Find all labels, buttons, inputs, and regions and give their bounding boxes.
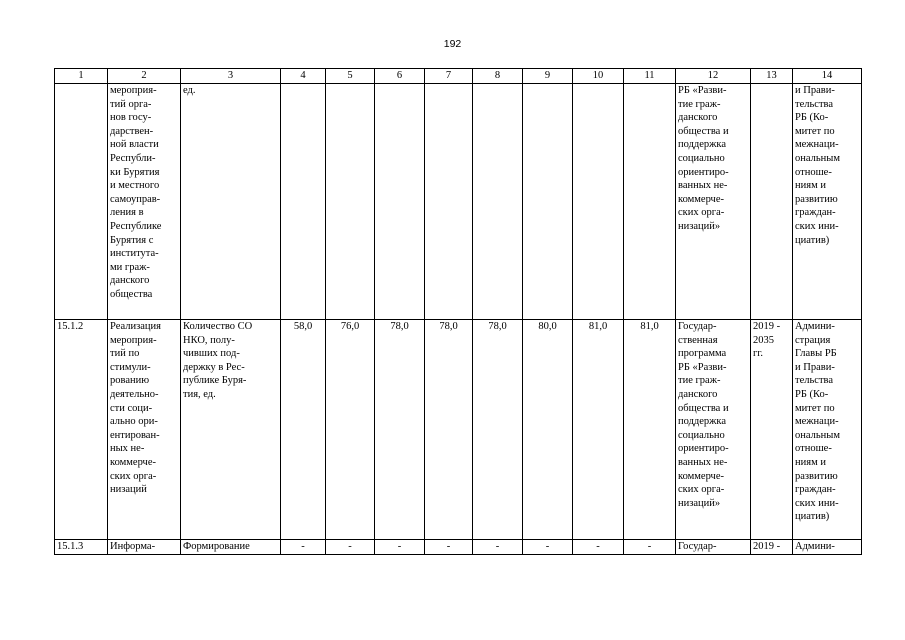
- column-header: 14: [793, 69, 862, 84]
- cell-value: [523, 84, 573, 320]
- cell-indicator: ед.: [181, 84, 281, 320]
- program-table: [54, 68, 862, 555]
- cell-value: [425, 84, 473, 320]
- cell-activity: Информа-: [108, 540, 181, 555]
- column-header: 13: [751, 69, 793, 84]
- cell-value: -: [523, 540, 573, 555]
- cell-activity: Реализация мероприя- тий по стимули- рованию деятельно- сти соци- ально ори- ентирован- ных не- коммерче- ских орга- низаций: [108, 320, 181, 540]
- cell-value: [473, 84, 523, 320]
- header-row: [55, 69, 862, 84]
- cell-indicator: Формирование: [181, 540, 281, 555]
- page-number: 192: [443, 38, 462, 50]
- column-header: 2: [108, 69, 181, 84]
- cell-value: 78,0: [375, 320, 425, 540]
- cell-program: Государ-: [676, 540, 751, 555]
- cell-value: 78,0: [473, 320, 523, 540]
- cell-value: 78,0: [425, 320, 473, 540]
- cell-value: -: [573, 540, 624, 555]
- column-header: 12: [676, 69, 751, 84]
- cell-responsible: Админи-: [793, 540, 862, 555]
- cell-value: -: [425, 540, 473, 555]
- cell-period: 2019 -: [751, 540, 793, 555]
- table-row: [55, 84, 862, 320]
- cell-value: 76,0: [326, 320, 375, 540]
- cell-activity: мероприя- тий орга- нов госу- дарствен- ной власти Республи- ки Бурятия и местного самоуправ- ления в Республике Бурятия с института- ми граж- данского общества: [108, 84, 181, 320]
- cell-value: -: [473, 540, 523, 555]
- column-header: 10: [573, 69, 624, 84]
- cell-responsible: и Прави- тельства РБ (Ко- митет по межнаци- ональным отноше- ниям и развитию граждан- ских ини- циатив): [793, 84, 862, 320]
- cell-program: РБ «Разви- тие граж- данского общества и поддержка социально ориентиро- ванных не- коммерче- ских орга- низаций»: [676, 84, 751, 320]
- table-row: [55, 320, 862, 540]
- cell-indicator: Количество СО НКО, полу- чивших под- держку в Рес- публике Буря- тия, ед.: [181, 320, 281, 540]
- cell-value: 81,0: [573, 320, 624, 540]
- cell-value: [573, 84, 624, 320]
- column-header: 6: [375, 69, 425, 84]
- cell-value: [326, 84, 375, 320]
- cell-value: 80,0: [523, 320, 573, 540]
- table-row: [55, 540, 862, 555]
- cell-value: 81,0: [624, 320, 676, 540]
- cell-value: -: [326, 540, 375, 555]
- cell-period: 2019 - 2035 гг.: [751, 320, 793, 540]
- cell-value: -: [375, 540, 425, 555]
- column-header: 7: [425, 69, 473, 84]
- cell-responsible: Админи- страция Главы РБ и Прави- тельства РБ (Ко- митет по межнаци- ональным отноше- ниям и развитию граждан- ских ини- циатив): [793, 320, 862, 540]
- cell-code: 15.1.3: [55, 540, 108, 555]
- cell-code: 15.1.2: [55, 320, 108, 540]
- column-header: 1: [55, 69, 108, 84]
- column-header: 4: [281, 69, 326, 84]
- cell-value: 58,0: [281, 320, 326, 540]
- cell-value: [281, 84, 326, 320]
- column-header: 5: [326, 69, 375, 84]
- cell-value: [624, 84, 676, 320]
- column-header: 8: [473, 69, 523, 84]
- cell-value: [375, 84, 425, 320]
- cell-value: -: [624, 540, 676, 555]
- column-header: 3: [181, 69, 281, 84]
- cell-period: [751, 84, 793, 320]
- cell-value: -: [281, 540, 326, 555]
- column-header: 9: [523, 69, 573, 84]
- cell-code: [55, 84, 108, 320]
- cell-program: Государ- ственная программа РБ «Разви- тие граж- данского общества и поддержка социально ориентиро- ванных не- коммерче- ских орга- низаций»: [676, 320, 751, 540]
- column-header: 11: [624, 69, 676, 84]
